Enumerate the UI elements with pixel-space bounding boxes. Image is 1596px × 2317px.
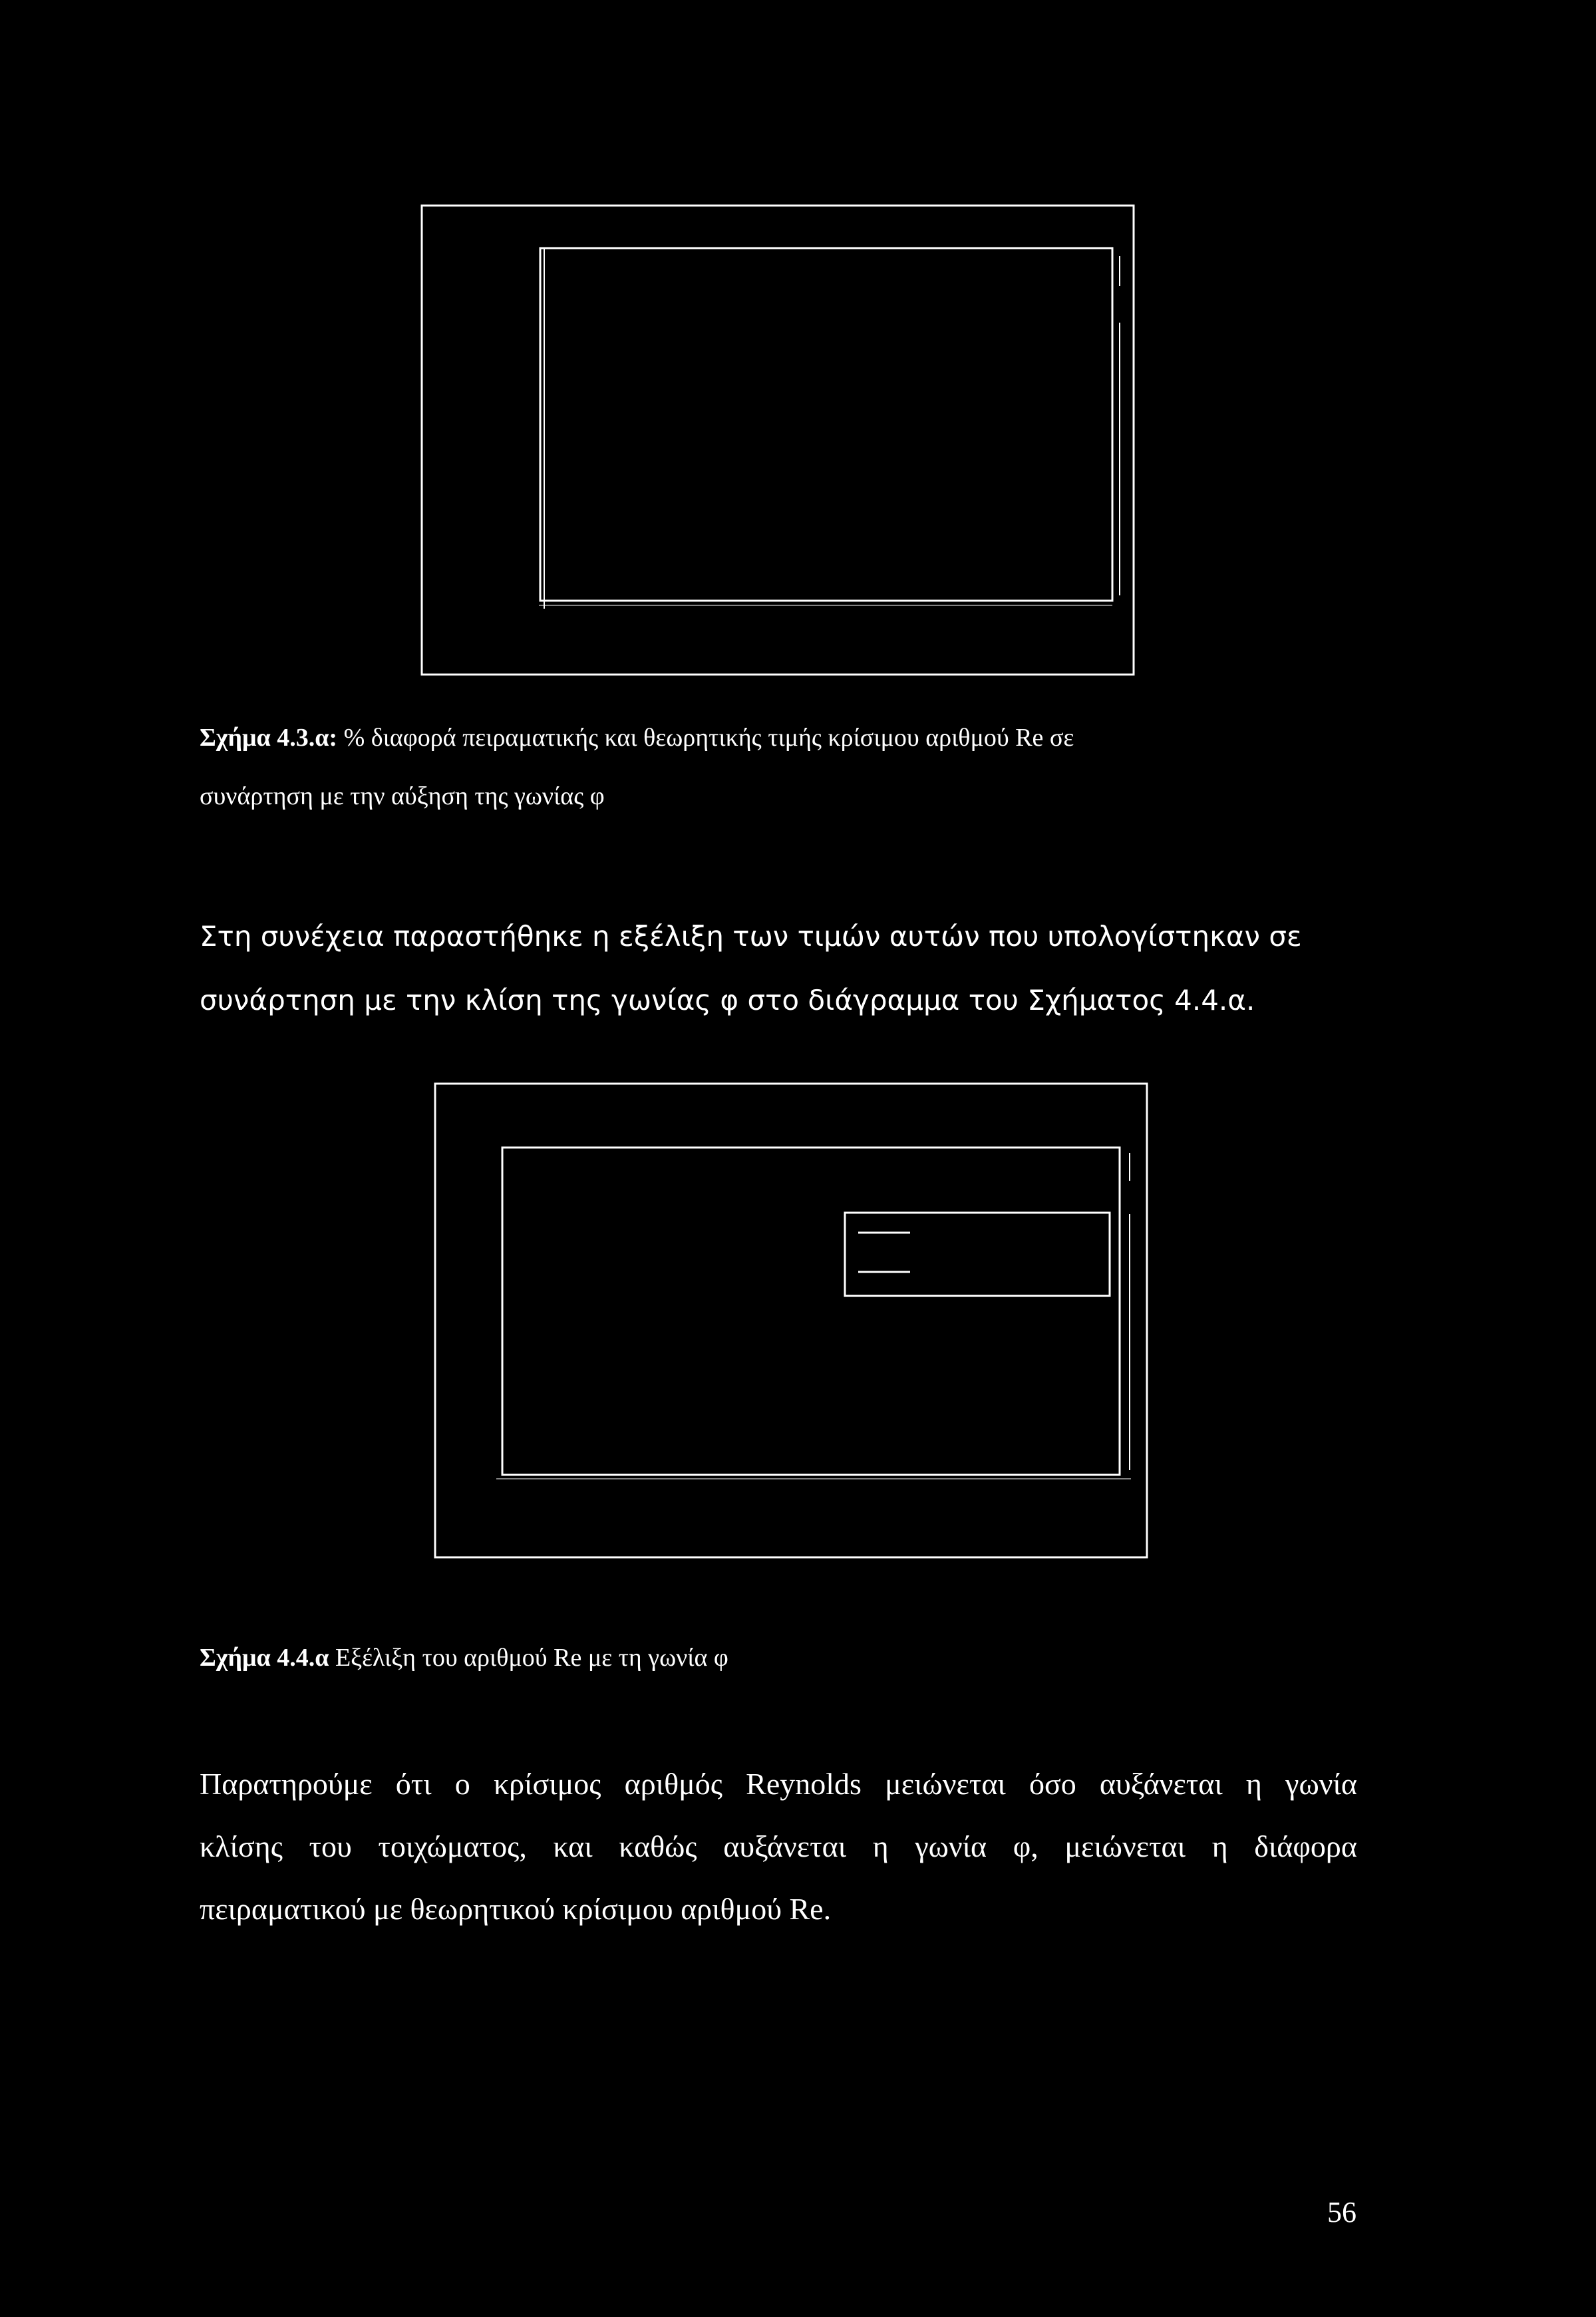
paragraph-line: Στη συνέχεια παραστήθηκε η εξέλιξη των τιμών αυτών που υπολογίστηκαν σε [200, 920, 1302, 953]
paragraph-line: πειραματικού με θεωρητικού κρίσιμου αριθμού Re. [200, 1892, 832, 1926]
figure-4-4-a-graphic [432, 1081, 1158, 1560]
figure-outer-frame [435, 1084, 1147, 1557]
paragraph-conclusion [200, 1753, 1357, 1940]
figure-4-4-a [432, 1081, 1158, 1560]
legend-box [845, 1213, 1110, 1296]
figure-4-3-a-caption [200, 708, 1074, 826]
caption-line [200, 708, 1074, 767]
paragraph-line: κλίσης του τοιχώματος, και καθώς αυξάνεται η γωνία φ, μειώνεται η διάφορα [200, 1829, 1357, 1863]
paragraph-line: συνάρτηση με την κλίση της γωνίας φ στο διάγραμμα του Σχήματος 4.4.α. [200, 984, 1255, 1016]
plot-area-frame [540, 248, 1112, 601]
plot-area-frame [502, 1148, 1120, 1475]
caption-text: Εξέλιξη του αριθμού Re με τη γωνία φ [335, 1644, 728, 1672]
caption-text: % διαφορά πειραματικής και θεωρητικής τιμής κρίσιμου αριθμού Re σε [343, 724, 1074, 752]
paragraph-intro [200, 905, 1302, 1032]
figure-4-3-a-graphic [419, 203, 1138, 682]
caption-label: Σχήμα 4.4.α [200, 1644, 329, 1672]
caption-line: συνάρτηση με την αύξηση της γωνίας φ [200, 782, 605, 810]
page-number: 56 [1327, 2196, 1357, 2229]
figure-4-3-a [419, 203, 1138, 682]
paragraph-line: Παρατηρούμε ότι ο κρίσιμος αριθμός Reynolds μειώνεται όσο αυξάνεται η γωνία [200, 1767, 1357, 1801]
caption-label: Σχήμα 4.3.α: [200, 724, 338, 752]
figure-4-4-a-caption [200, 1628, 728, 1687]
figure-outer-frame [422, 206, 1134, 675]
